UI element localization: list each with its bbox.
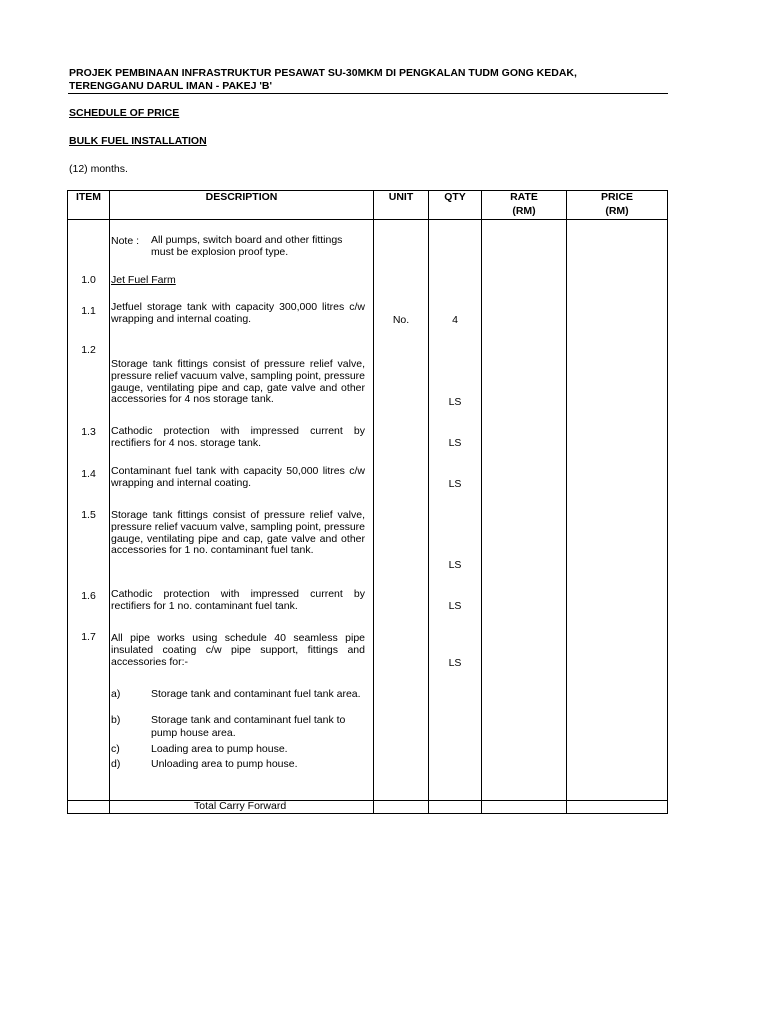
- col-header-description: DESCRIPTION: [205, 191, 278, 203]
- col-header-item: ITEM: [75, 191, 102, 203]
- header-divider: [68, 93, 668, 94]
- item-number: 1.3: [81, 426, 96, 438]
- item-unit: No.: [392, 314, 410, 326]
- col-header-rate-unit: (RM): [512, 205, 536, 217]
- col-header-rate: RATE: [510, 191, 538, 203]
- subitem-text: Storage tank and contaminant fuel tank area.: [151, 688, 361, 700]
- section-title: BULK FUEL INSTALLATION: [69, 135, 207, 147]
- note-label: Note :: [111, 235, 140, 247]
- subitem-label: b): [111, 714, 121, 726]
- item-description: Cathodic protection with impressed current by rectifiers for 4 nos. storage tank.: [111, 425, 365, 449]
- item-number: 1.2: [81, 344, 96, 356]
- subitem-text: Unloading area to pump house.: [151, 758, 298, 770]
- item-number: 1.5: [81, 509, 96, 521]
- item-description: All pipe works using schedule 40 seamless pipe insulated coating c/w pipe support, fittings and accessories for:-: [111, 632, 365, 668]
- item-qty: LS: [448, 657, 462, 669]
- subitem-label: d): [111, 758, 121, 770]
- subitem-text: Loading area to pump house.: [151, 743, 288, 755]
- item-description: Cathodic protection with impressed current by rectifiers for 1 no. contaminant fuel tank.: [111, 588, 365, 612]
- subitem-label: c): [111, 743, 120, 755]
- item-description: Contaminant fuel tank with capacity 50,000 litres c/w wrapping and internal coating.: [111, 465, 365, 489]
- schedule-title: SCHEDULE OF PRICE: [69, 107, 180, 119]
- project-title-line2: TERENGGANU DARUL IMAN - PAKEJ 'B': [69, 80, 272, 92]
- item-description: Jet Fuel Farm: [111, 274, 176, 286]
- col-header-price-unit: (RM): [605, 205, 629, 217]
- item-description: Jetfuel storage tank with capacity 300,000 litres c/w wrapping and internal coating.: [111, 301, 365, 325]
- item-qty: LS: [448, 396, 462, 408]
- subitem-label: a): [111, 688, 121, 700]
- item-qty: LS: [448, 600, 462, 612]
- col-header-price: PRICE: [600, 191, 634, 203]
- item-number: 1.4: [81, 468, 96, 480]
- item-qty: LS: [448, 478, 462, 490]
- total-carry-forward: Total Carry Forward: [194, 800, 287, 812]
- duration-text: (12) months.: [69, 163, 128, 175]
- item-description: Storage tank fittings consist of pressure relief valve, pressure relief vacuum valve, sampling point, pressure gauge, ventilating pipe and cap, gate valve and other accessories for 4 nos storage tank.: [111, 358, 365, 406]
- note-text: All pumps, switch board and other fittings must be explosion proof type.: [151, 234, 343, 258]
- item-number: 1.7: [81, 631, 96, 643]
- item-number: 1.1: [81, 305, 96, 317]
- item-number: 1.6: [81, 590, 96, 602]
- item-qty: LS: [448, 559, 462, 571]
- item-number: 1.0: [81, 274, 96, 286]
- project-title-line1: PROJEK PEMBINAAN INFRASTRUKTUR PESAWAT SU-30MKM DI PENGKALAN TUDM GONG KEDAK,: [69, 67, 577, 79]
- col-header-qty: QTY: [444, 191, 466, 203]
- item-description: Storage tank fittings consist of pressure relief valve, pressure relief vacuum valve, sampling point, pressure gauge, ventilating pipe and cap, gate valve and other accessories for 1 no. contaminant fuel tank.: [111, 509, 365, 557]
- item-qty: LS: [448, 437, 462, 449]
- item-qty: 4: [452, 314, 458, 326]
- col-header-unit: UNIT: [388, 191, 414, 203]
- subitem-text: Storage tank and contaminant fuel tank to pump house area.: [151, 714, 346, 739]
